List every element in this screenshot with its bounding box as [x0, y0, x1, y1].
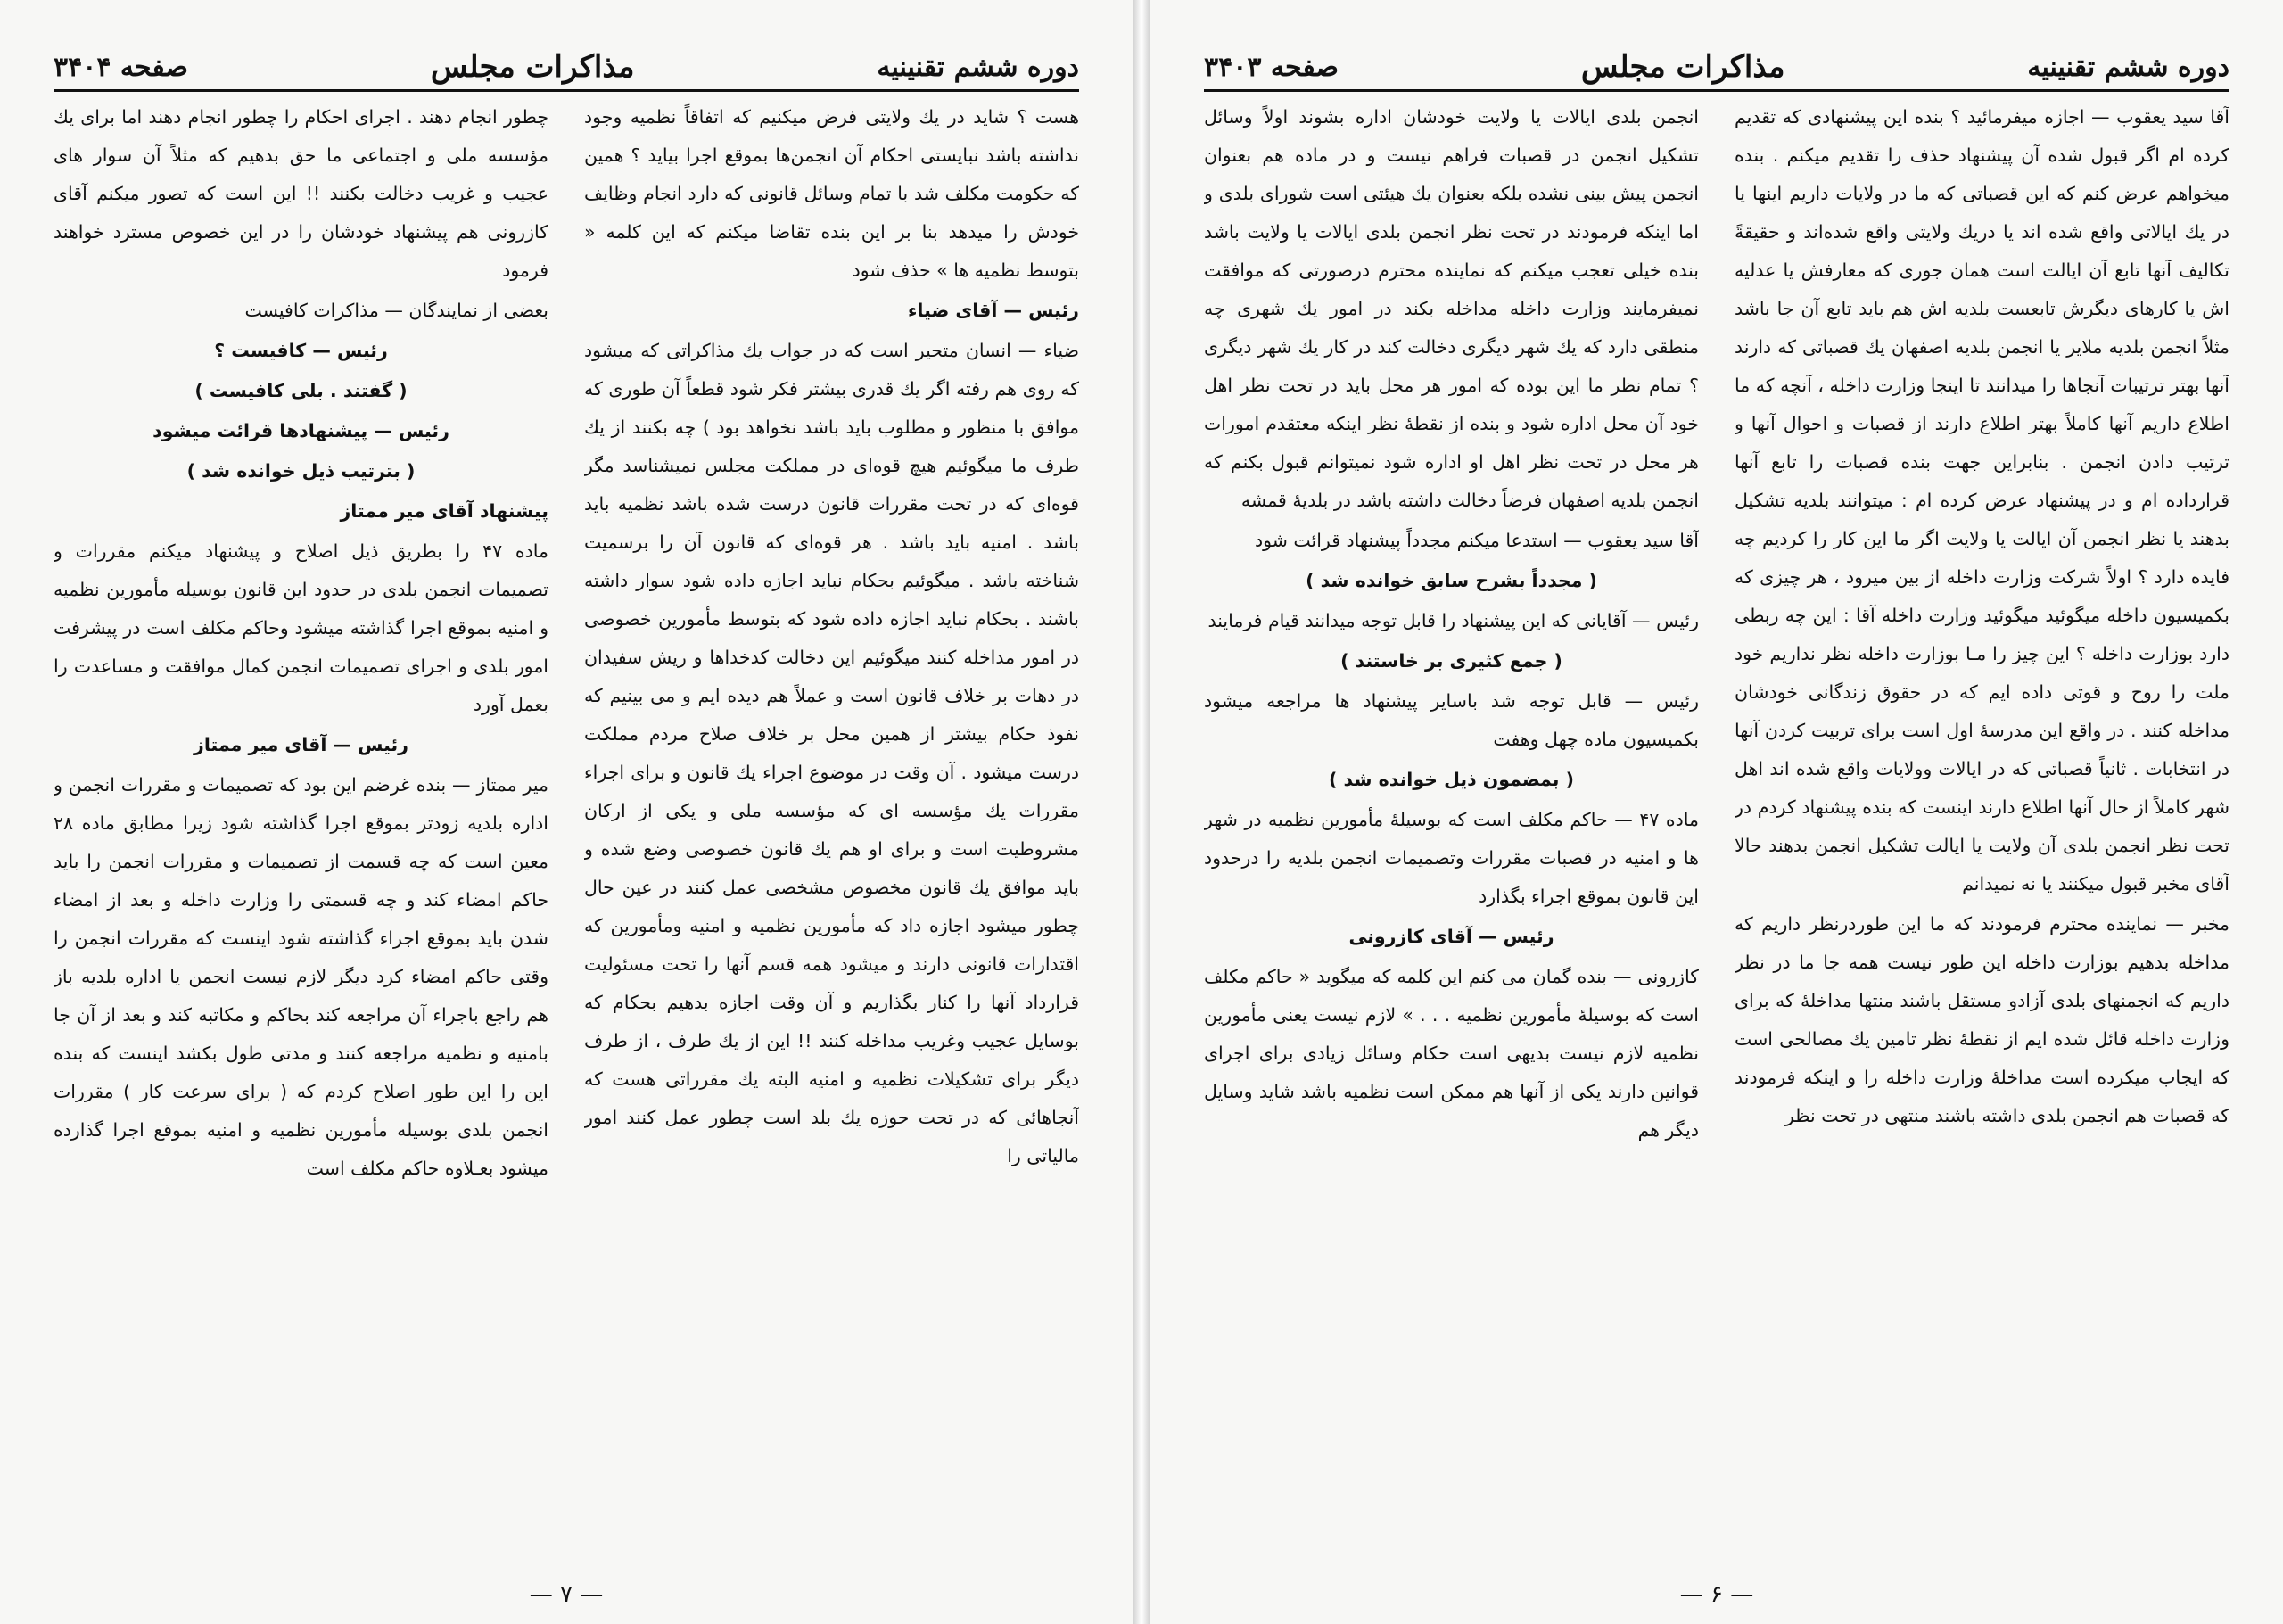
column-left	[54, 98, 548, 1562]
session-title: دوره ششم تقنینیه	[877, 51, 1079, 83]
page-footer: — ۷ —	[529, 1581, 604, 1608]
note-line: ( بترتیب ذیل خوانده شد )	[186, 460, 416, 482]
paragraph: ماده ۴۷ را بطریق ذیل اصلاح و پیشنهاد میکنم مقررات و تصمیمات انجمن بلدی در حدود این قانون بوسیله مأمورین نظمیه و امنیه بموقع اجرا گذاشته میشود وحاکم مکلف است در پیشرفت امور بلدی و اجرای تصمیمات انجمن کمال موافقت و مساعدت را بعمل آورد	[54, 540, 548, 715]
right-page-header	[1204, 45, 2229, 92]
note-line: ( گفتند . بلی کافیست )	[194, 380, 408, 401]
note-line: ( بمضمون ذیل خوانده شد )	[1329, 769, 1574, 790]
speaker-line: رئیس — پیشنهادها قرائت میشود	[152, 420, 449, 441]
journal-title: مذاکرات مجلس	[1580, 49, 1785, 85]
paragraph: چطور انجام دهند . اجرای احکام را چطور انجام دهند اما برای یك مؤسسه ملی و اجتماعی ما حق بدهیم که مثلاً آن سوار های عجیب و غریب دخالت بکنند !! این است که تصور میکنم آقای کازرونی هم پیشنهاد خودشان را در این خصوص مسترد خواهند فرمود	[54, 106, 548, 281]
paragraph: کازرونی — بنده گمان می کنم این کلمه که میگوید « حاکم مکلف است که بوسیلهٔ مأمورین نظمیه . . . » لازم نیست یعنی مأمورین نظمیه لازم نیست بدیهی است حکام وسائل زیادی برای اجرای قوانین دارند یکی از آنها هم ممکن است نظمیه باشد شاید وسایل دیگر هم	[1204, 966, 1699, 1141]
note-line: ( جمع کثیری بر خاستند )	[1340, 650, 1562, 672]
left-page-columns	[54, 98, 1079, 1562]
session-title: دوره ششم تقنینیه	[2027, 51, 2229, 83]
paragraph: آقا سید یعقوب — استدعا میکنم مجدداً پیشنهاد قرائت شود	[1254, 530, 1699, 551]
paragraph: رئیس — قابل توجه شد باسایر پیشنهاد ها مراجعه میشود بکمیسیون ماده چهل وهفت	[1204, 690, 1699, 750]
page-number: صفحه ۳۴۰۳	[1204, 51, 1339, 83]
page-footer: — ۶ —	[1679, 1581, 1754, 1608]
page-number: صفحه ۳۴۰۴	[54, 51, 188, 83]
column-right	[584, 98, 1079, 1562]
paragraph: مخبر — نماینده محترم فرمودند که ما این طوردرنظر داریم که مداخله بدهیم بوزارت داخله این طور نیست همه جا ما در نظر داریم که انجمنهای بلدی آزادو مستقل باشند منتها مداخلهٔ که برای وزارت داخله قائل شده ایم از نقطهٔ نظر تامین یك مصالحی است که ایجاب میکرده است مداخلهٔ وزارت داخله را و اینکه فرمودند که قصبات هم انجمن بلدی داشته باشند منتهی در تحت نظر	[1735, 913, 2229, 1126]
right-page-columns	[1204, 98, 2229, 1562]
speaker-line: رئیس — آقای ضیاء	[907, 300, 1079, 321]
note-line: ( مجدداً بشرح سابق خوانده شد )	[1306, 570, 1597, 591]
paragraph: آقا سید یعقوب — اجازه میفرمائید ؟ بنده این پیشنهادی که تقدیم کرده ام اگر قبول شده آن پیشنهاد حذف را تقدیم میکنم . بنده میخواهم عرض کنم که این قصباتی که ما در ولایات داریم اینها یا در یك ایالاتی واقع شده اند یا دریك ولایتی واقع شده‌اند و حقیقةً تکالیف آنها تابع آن ایالت است همان جوری که معارفش یا عدلیه اش یا کارهای دیگرش تابعست بلدیه اش هم باید تابع آن جا باشد مثلاً انجمن بلدیه ملایر یا انجمن بلدیه اصفهان یك قصباتی که دارند آنها بهتر ترتیبات آنجاها را میدانند تا اینجا وزارت داخله ، آنچه که ما اطلاع داریم آنها کاملاً بهتر اطلاع دارند از قصبات و احوال آنها و ترتیب دادن انجمن . بنابراین جهت بنده قصبات را تابع آنها قرارداده ام و در پیشنهاد عرض کرده ام : میتوانند بلدیه تشکیل بدهند یا نظر انجمن آن ایالت یا ولایت اگر ما این کار را کردیم چه فایده دارد ؟ اولاً شرکت وزارت داخله از بین میرود ، هر چیزی که بکمیسیون داخله میگوئید میگوئید وزارت داخله آقا : این چه ربطی دارد بوزارت داخله ؟ این چیز را مـا بوزارت داخله نظر نداریم خود ملت را روح و قوتی داده ایم که در حقوق زندگانی خودشان مداخله کنند . در واقع این مدرسهٔ اول است برای تربیت کردن آنها در انتخابات . ثانیاً قصباتی که در ایالات وولایات واقع شده اند اهل شهر کاملاً از حال آنها اطلاع دارند اینست که بنده پیشنهاد کردم در تحت نظر انجمن بلدی آن ولایت یا ایالت تشکیل انجمن بدهند حالا آقای مخبر قبول میکنند یا نه نمیدانم	[1735, 106, 2229, 894]
paragraph: بعضی از نمایندگان — مذاکرات کافیست	[244, 300, 548, 321]
paragraph: انجمن بلدی ایالات یا ولایت خودشان اداره بشوند اولاً وسائل تشکیل انجمن در قصبات فراهم نیست و در ماده هم بعنوان انجمن پیش بینی نشده بلکه بعنوان یك هیئتی است شورای بلدی و اما اینکه فرمودند در تحت نظر انجمن بلدی ایالات یا ولایت باشد بنده خیلی تعجب میکنم که نماینده محترم درصورتی که موافقت نمیفرمایند وزارت داخله مداخله بکند در امور یك شهری چه منطقی دارد که یك شهر دیگری دخالت کند در کار یك شهر دیگری ؟ تمام نظر ما این بوده که امور هر محل باید در تحت نظر اهل خود آن محل اداره شود و بنده از نقطهٔ نظر اینکه معتقدم امورات هر محل در تحت نظر اهل او اداره شود نمیتوانم قبول بکنم که انجمن بلدیه اصفهان فرضاً دخالت داشته باشد در بلدیهٔ قمشه	[1204, 106, 1699, 511]
paragraph: ضیاء — انسان متحیر است که در جواب یك مذاکراتی که میشود که روی هم رفته اگر یك قدری بیشتر فکر شود قطعاً آن طوری که موافق با منظور و مطلوب باید باشد نخواهد بود ) چه بکنند از یك طرف ما میگوئیم هیچ قوه‌ای در مملکت مجلس نمیشناسد مگر قوه‌ای که در تحت مقررات قانون درست شده باشد نظمیه باید باشد . امنیه باید باشد . هر قوه‌ای که قانون آن را برسمیت شناخته باشد . میگوئیم بحکام نباید اجازه داده شود سوار داشته باشند . بحکام نباید اجازه داده شود که بتوسط مأمورین خصوصی در امور مداخله کنند میگوئیم این دخالت کدخداها و ریش سفیدان در دهات بر خلاف قانون است و عملاً هم دیده ایم و می بینیم که نفوذ حکام بیشتر از همین محل بر خلاف صلاح مردم مملکت درست میشود . آن وقت در موضوع اجراء یك قانون و برای اجراء مقررات یك مؤسسه ای که مؤسسه ملی و یکی از ارکان مشروطیت است و برای او هم یك قانون خصوصی وضع شده و باید موافق یك قانون مخصوص مشخصی عمل کنند در عین حال چطور میشود اجازه داد که مأمورین نظمیه و امنیه ومأمورین که اقتدارات قانونی دارند و میشود همه قسم آنها را تحت مسئولیت قرارداد آنها را کنار بگذاریم و آن وقت اجازه بدهیم بحکام که بوسایل عجیب وغریب مداخله کنند !! این از یك طرف ، از طرف دیگر برای تشکیلات نظمیه و امنیه البته یك مقرراتی هست که آنجاهائی که در تحت حوزه یك بلد است چطور عمل کنند امور مالیاتی را	[584, 340, 1079, 1166]
column-right	[1735, 98, 2229, 1562]
book-gutter	[1133, 0, 1150, 1624]
left-page	[0, 0, 1133, 1624]
column-left	[1204, 98, 1699, 1562]
speaker-line: رئیس — کافیست ؟	[214, 340, 388, 361]
journal-title: مذاکرات مجلس	[430, 49, 635, 85]
speaker-line: رئیس — آقای کازرونی	[1348, 926, 1554, 947]
paragraph: هست ؟ شاید در یك ولایتی فرض میکنیم که اتفاقاً نظمیه وجود نداشته باشد نبایستی احکام آن انجمن‌ها بموقع اجرا بیاید ؟ همین که حکومت مکلف شد با تمام وسائل قانونی که دارد انجام وظایف خودش را میدهد بنا بر این بنده تقاضا میکنم که این کلمه « بتوسط نظمیه ها » حذف شود	[584, 106, 1079, 281]
paragraph: ماده ۴۷ — حاکم مکلف است که بوسیلهٔ مأمورین نظمیه در شهر ها و امنیه در قصبات مقررات وتصمیمات انجمن بلدیه را درحدود این قانون بموقع اجراء بگذارد	[1204, 809, 1699, 907]
speaker-line: رئیس — آقای میر ممتاز	[194, 734, 408, 755]
proposal-title: پیشنهاد آقای میر ممتاز	[340, 500, 548, 522]
paragraph: رئیس — آقایانی که این پیشنهاد را قابل توجه میدانند قیام فرمایند	[1207, 610, 1699, 631]
right-page	[1150, 0, 2283, 1624]
left-page-header	[54, 45, 1079, 92]
paragraph: میر ممتاز — بنده غرضم این بود که تصمیمات و مقررات انجمن و اداره بلدیه زودتر بموقع اجرا گذاشته شود زیرا مطابق ماده ۲۸ معین است که چه قسمت از تصمیمات و مقررات انجمن را باید حاکم امضاء کند و چه قسمتی را وزارت داخله و بعد از امضاء شدن باید بموقع اجراء گذاشته شود اینست که مقررات انجمن را وقتی حاکم امضاء کرد دیگر لازم نیست انجمن یا اداره بلدیه باز هم راجع باجراء آن مراجعه کند بحاکم و مکاتبه کند و بعد از آن جا بامنیه و نظمیه مراجعه کنند و مدتی طول بکشد اینست که بنده این را این طور اصلاح کردم که ( برای سرعت کار ) مقررات انجمن بلدی بوسیله مأمورین نظمیه و امنیه بموقع اجرا گذارده میشود بعـلاوه حاکم مکلف است	[54, 774, 548, 1179]
